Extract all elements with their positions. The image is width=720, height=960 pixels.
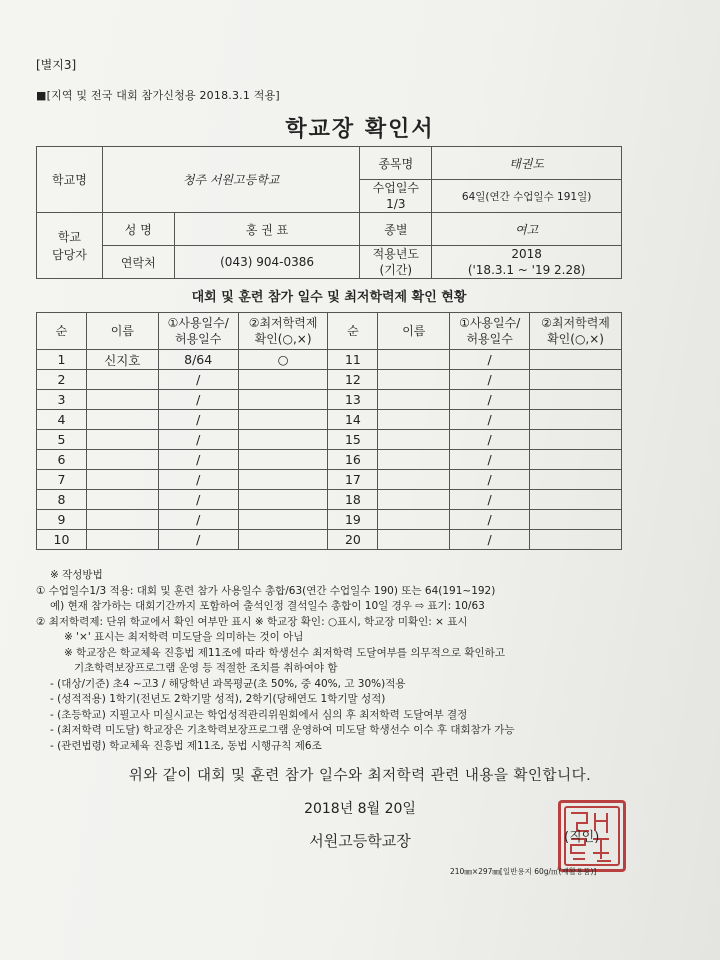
- note-d2: - (성적적용) 1학기(전년도 2학기말 성적), 2학기(당해연도 1학기말 성적): [50, 693, 386, 705]
- table-row: [37, 470, 622, 490]
- row-days-left: 8/64: [158, 350, 238, 370]
- info-table: [36, 146, 622, 279]
- row-num-right: 16: [328, 450, 378, 470]
- col-num-left: 순: [37, 313, 87, 350]
- row-confirm-right: [530, 510, 622, 530]
- row-days-left: /: [158, 530, 238, 550]
- row-days-right: /: [450, 410, 530, 430]
- row-name-left: [86, 410, 158, 430]
- col-days-right: ①사용일수/ 허용일수: [450, 313, 530, 350]
- notes-heading: ※ 작성방법: [50, 569, 103, 581]
- note-d1: - (대상/기준) 초4 ~고3 / 해당학년 과목평균(초 50%, 중 40%, 고 30%)적용: [50, 677, 406, 690]
- row-days-right: /: [450, 430, 530, 450]
- row-num-right: 13: [328, 390, 378, 410]
- row-name-left: [86, 450, 158, 470]
- col-name-right: 이름: [378, 313, 450, 350]
- row-confirm-left: ○: [238, 350, 328, 370]
- table-row: [37, 490, 622, 510]
- row-confirm-right: [530, 350, 622, 370]
- row-num-left: 10: [37, 530, 87, 550]
- table-row: [37, 430, 622, 450]
- row-confirm-right: [530, 530, 622, 550]
- row-days-right: /: [450, 490, 530, 510]
- row-confirm-left: [238, 450, 328, 470]
- row-name-left: [86, 510, 158, 530]
- row-confirm-right: [530, 430, 622, 450]
- row-name-left: [86, 530, 158, 550]
- row-confirm-left: [238, 490, 328, 510]
- seal-label: (직인): [564, 830, 600, 845]
- row-num-right: 19: [328, 510, 378, 530]
- year-value: 2018 ('18.3.1 ~ '19 2.28): [432, 246, 622, 279]
- table-row: [37, 370, 622, 390]
- row-days-right: /: [450, 370, 530, 390]
- row-name-right: [378, 390, 450, 410]
- row-name-right: [378, 430, 450, 450]
- row-days-left: /: [158, 370, 238, 390]
- row-num-right: 12: [328, 370, 378, 390]
- row-num-left: 1: [37, 350, 87, 370]
- row-confirm-left: [238, 430, 328, 450]
- note-1b: 예) 현재 참가하는 대회기간까지 포함하여 출석인정 결석일수 총합이 10일 경우 ⇨ 표기: 10/63: [50, 600, 485, 612]
- note-2d: 기초학력보장프로그램 운영 등 적절한 조치를 취하여야 함: [74, 662, 338, 674]
- col-num-right: 순: [328, 313, 378, 350]
- table-row: [37, 350, 622, 370]
- row-days-left: /: [158, 470, 238, 490]
- row-num-left: 2: [37, 370, 87, 390]
- row-confirm-right: [530, 390, 622, 410]
- row-num-left: 7: [37, 470, 87, 490]
- row-num-left: 5: [37, 430, 87, 450]
- gender-value: 여고: [432, 213, 622, 246]
- row-confirm-left: [238, 470, 328, 490]
- row-days-right: /: [450, 470, 530, 490]
- col-confirm-left: ②최저학력제 확인(○,×): [238, 313, 328, 350]
- row-num-right: 17: [328, 470, 378, 490]
- row-days-left: /: [158, 410, 238, 430]
- row-days-left: /: [158, 390, 238, 410]
- row-name-right: [378, 490, 450, 510]
- row-confirm-right: [530, 410, 622, 430]
- row-num-left: 9: [37, 510, 87, 530]
- note-2b: ※ '×' 표시는 최저학력 미도달을 의미하는 것이 아님: [64, 631, 304, 643]
- phone-value: (043) 904-0386: [174, 246, 360, 279]
- status-table: [36, 312, 622, 550]
- row-days-right: /: [450, 530, 530, 550]
- event-label: 종목명: [360, 147, 432, 180]
- note-2c: ※ 학교장은 학교체육 진흥법 제11조에 따라 학생선수 최저학력 도달여부를 의무적으로 확인하고: [64, 646, 505, 659]
- form-subheader: ■[지역 및 전국 대회 참가신청용 2018.3.1 적용]: [36, 89, 280, 102]
- name-label: 성 명: [102, 213, 174, 246]
- row-days-right: /: [450, 390, 530, 410]
- year-label: 적용년도 (기간): [360, 246, 432, 279]
- row-confirm-left: [238, 510, 328, 530]
- phone-label: 연락처: [102, 246, 174, 279]
- signer-name: 서원고등학교장: [309, 832, 411, 850]
- school-value: 청주 서원고등학교: [102, 147, 360, 213]
- row-days-left: /: [158, 510, 238, 530]
- row-confirm-right: [530, 470, 622, 490]
- row-num-right: 18: [328, 490, 378, 510]
- instructions: [36, 568, 636, 754]
- paper-spec-footer: 210㎜×297㎜[일반용지 60g/㎡(재활용품)]: [450, 867, 597, 876]
- status-title: 대회 및 훈련 참가 일수 및 최저학력제 확인 현황: [191, 290, 467, 305]
- row-days-left: /: [158, 490, 238, 510]
- days-label: 수업일수 1/3: [360, 180, 432, 213]
- row-days-right: /: [450, 350, 530, 370]
- note-d3: - (초등학교) 지필고사 미실시교는 학업성적관리위원회에서 심의 후 최저학력 도달여부 결정: [50, 708, 468, 721]
- row-num-left: 6: [37, 450, 87, 470]
- name-value: 홍 권 표: [174, 213, 360, 246]
- row-name-left: [86, 490, 158, 510]
- row-name-right: [378, 370, 450, 390]
- col-days-left: ①사용일수/ 허용일수: [158, 313, 238, 350]
- table-row: [37, 410, 622, 430]
- row-confirm-right: [530, 370, 622, 390]
- row-days-right: /: [450, 450, 530, 470]
- row-num-right: 11: [328, 350, 378, 370]
- row-name-right: [378, 410, 450, 430]
- confirmation-statement: 위와 같이 대회 및 훈련 참가 일수와 최저학력 관련 내용을 확인합니다.: [128, 768, 592, 784]
- status-table-header: [37, 313, 622, 350]
- row-name-right: [378, 470, 450, 490]
- attachment-label: [별지3]: [36, 58, 77, 72]
- row-name-right: [378, 510, 450, 530]
- note-d5: - (관련법령) 학교체육 진흥법 제11조, 동법 시행규칙 제6조: [50, 739, 322, 752]
- document-title: 학교장 확인서: [285, 117, 435, 142]
- row-days-left: /: [158, 450, 238, 470]
- row-confirm-left: [238, 410, 328, 430]
- days-value: 64일(연간 수업일수 191일): [432, 180, 622, 213]
- row-name-left: [86, 370, 158, 390]
- row-num-left: 3: [37, 390, 87, 410]
- row-days-left: /: [158, 430, 238, 450]
- row-name-right: [378, 530, 450, 550]
- signature-date: 2018년 8월 20일: [304, 801, 416, 817]
- col-name-left: 이름: [86, 313, 158, 350]
- table-row: [37, 510, 622, 530]
- row-num-right: 15: [328, 430, 378, 450]
- row-num-right: 14: [328, 410, 378, 430]
- row-num-left: 4: [37, 410, 87, 430]
- row-name-left: [86, 390, 158, 410]
- note-2a: ② 최저학력제: 단위 학교에서 확인 여부만 표시 ※ 학교장 확인: ○표시, 학교장 미확인: × 표시: [36, 615, 468, 628]
- table-row: [37, 450, 622, 470]
- row-name-right: [378, 450, 450, 470]
- row-name-left: 신지호: [86, 350, 158, 370]
- row-confirm-left: [238, 530, 328, 550]
- col-confirm-right: ②최저학력제 확인(○,×): [530, 313, 622, 350]
- row-num-right: 20: [328, 530, 378, 550]
- table-row: [37, 390, 622, 410]
- row-days-right: /: [450, 510, 530, 530]
- row-confirm-left: [238, 370, 328, 390]
- note-1a: ① 수업일수1/3 적용: 대회 및 훈련 참가 사용일수 총합/63(연간 수업일수 190) 또는 64(191~192): [36, 584, 496, 597]
- row-confirm-right: [530, 490, 622, 510]
- gender-label: 종별: [360, 213, 432, 246]
- row-name-left: [86, 430, 158, 450]
- event-value: 태권도: [432, 147, 622, 180]
- row-num-left: 8: [37, 490, 87, 510]
- row-confirm-left: [238, 390, 328, 410]
- school-label: 학교명: [37, 147, 103, 213]
- row-name-right: [378, 350, 450, 370]
- table-row: [37, 530, 622, 550]
- note-d4: - (최저학력 미도달) 학교장은 기초학력보장프로그램 운영하여 미도달 학생선수 이수 후 대회참가 가능: [50, 724, 515, 736]
- row-name-left: [86, 470, 158, 490]
- contact-label: 학교 담당자: [37, 213, 103, 279]
- row-confirm-right: [530, 450, 622, 470]
